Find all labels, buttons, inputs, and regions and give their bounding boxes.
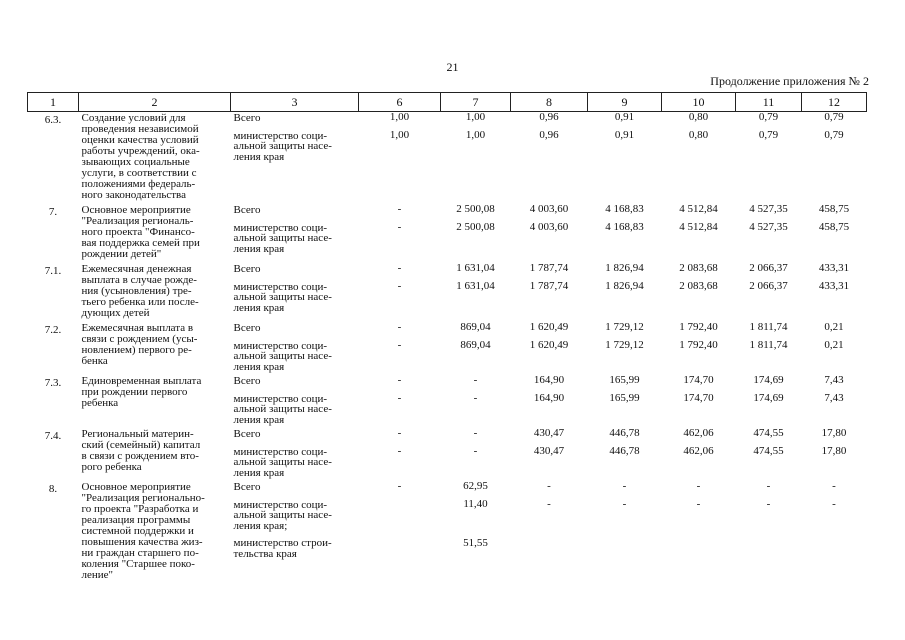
table-row: [28, 481, 867, 584]
value: 1 826,94: [605, 262, 644, 274]
row-name-cell: [79, 263, 231, 322]
row-name-line: работы учреждений, ока-: [81, 145, 200, 157]
funding-source-line: Всего: [233, 375, 261, 387]
value-cell: [441, 428, 511, 481]
value: 4 003,60: [529, 203, 569, 215]
value-cell: [588, 375, 662, 428]
value-cell: [359, 112, 441, 205]
row-name-line: Единовременная выплата: [81, 375, 202, 387]
value-cell: [511, 481, 588, 584]
funding-source-line: альной защиты насе-: [233, 232, 332, 244]
row-name-line: новлением) первого ре-: [81, 344, 192, 356]
spacer: [359, 492, 441, 499]
row-name-cell: [79, 322, 231, 375]
value: -: [832, 498, 836, 510]
value: 1 792,40: [679, 339, 718, 351]
funding-source-line: Всего: [233, 322, 261, 334]
row-name-line: ребенка: [81, 397, 119, 409]
value: 7,43: [824, 392, 844, 404]
value: 1 729,12: [605, 339, 644, 351]
value-cell: [511, 428, 588, 481]
value-cell: [802, 428, 867, 481]
value-cell: [441, 375, 511, 428]
funding-source-line: министерство соци-: [233, 221, 328, 234]
value-cell: [441, 204, 511, 263]
funding-source-line: ления края: [233, 242, 285, 255]
row-name-line: "Реализация региональ-: [81, 215, 194, 227]
value: -: [622, 498, 627, 510]
spacer: [662, 510, 736, 538]
value: -: [473, 392, 478, 404]
value: -: [832, 480, 836, 492]
value: 1 620,49: [529, 339, 569, 351]
value: 462,06: [683, 445, 714, 457]
value: 0,21: [824, 321, 844, 333]
value: 0,96: [539, 129, 559, 141]
value-cell: [736, 322, 802, 375]
value: 1 811,74: [749, 321, 788, 333]
value: -: [397, 339, 402, 351]
value: 2 500,08: [456, 203, 495, 215]
spacer: [511, 510, 588, 538]
row-name-line: Основное мероприятие: [81, 481, 191, 493]
row-name-line: рого ребенка: [81, 461, 142, 473]
value: 62,95: [463, 480, 488, 492]
funding-source-line: альной защиты насе-: [233, 140, 332, 152]
row-name-line: выплата в случае рожде-: [81, 274, 197, 286]
row-name-line: услуги, в соответствии с: [81, 167, 197, 179]
value: -: [397, 480, 402, 492]
page-number: 21: [446, 60, 459, 74]
value-cell: [588, 263, 662, 322]
value: 2 083,68: [679, 262, 718, 274]
funding-source-line: альной защиты насе-: [233, 509, 332, 521]
funding-source-cell: [231, 112, 359, 205]
row-name-line: в связи с рождением вто-: [81, 450, 199, 462]
value: 165,99: [609, 374, 640, 386]
funding-source-line: министерство соци-: [233, 445, 328, 458]
value-cell: [662, 112, 736, 205]
value: 174,69: [753, 392, 784, 404]
value-cell: [588, 322, 662, 375]
funding-source-cell: [231, 322, 359, 375]
value: -: [397, 262, 402, 274]
value: 869,04: [460, 339, 491, 351]
value: 51,55: [463, 537, 488, 549]
value: 1 811,74: [749, 339, 788, 351]
table-body: [28, 112, 867, 585]
row-name-line: Региональный материн-: [81, 428, 194, 440]
funding-source-line: тельства края: [233, 547, 297, 560]
row-name-line: оценки качества условий: [81, 134, 199, 146]
appendix-continuation-label: Продолжение приложения № 2: [710, 74, 869, 88]
value-cell: [802, 263, 867, 322]
header-cell: 2: [79, 93, 231, 112]
funding-source-line: министерство соци-: [233, 280, 328, 293]
funding-source-cell: [231, 481, 359, 584]
value: 174,69: [753, 374, 784, 386]
value: 7,43: [824, 374, 844, 386]
value-cell: [736, 428, 802, 481]
value: 474,55: [753, 445, 784, 457]
value: 1 631,04: [456, 262, 495, 274]
value-cell: [662, 322, 736, 375]
value: -: [473, 445, 478, 457]
value-cell: [662, 204, 736, 263]
value: 0,91: [614, 111, 635, 123]
header-cell: 11: [736, 93, 802, 112]
table-row: [28, 322, 867, 375]
funding-source-line: министерство соци-: [233, 129, 328, 142]
value: -: [547, 480, 551, 492]
row-name-line: "Реализация регионально-: [81, 492, 205, 504]
spacer: [736, 510, 802, 538]
row-name-line: Создание условий для: [81, 112, 186, 124]
value: 1 792,40: [679, 321, 718, 333]
row-name-line: ния (усыновления) тре-: [81, 285, 192, 297]
row-name-cell: [79, 204, 231, 263]
spacer: [441, 510, 511, 538]
header-cell: 1: [28, 93, 79, 112]
value: 2 083,68: [679, 280, 718, 292]
value: 1 620,49: [529, 321, 569, 333]
value-cell: [511, 204, 588, 263]
value: 1 631,04: [456, 280, 495, 292]
value-cell: [802, 204, 867, 263]
value: 174,70: [683, 392, 714, 404]
value: 446,78: [609, 427, 640, 439]
value: 17,80: [821, 427, 847, 439]
funding-source-line: Всего: [233, 204, 261, 216]
row-name-line: при рождении первого: [81, 386, 188, 398]
value: -: [397, 203, 402, 215]
value: 1,00: [465, 129, 486, 141]
header-cell: 3: [231, 93, 359, 112]
value-cell: [441, 263, 511, 322]
header-cell: 12: [802, 93, 867, 112]
budget-table: [27, 92, 867, 584]
value: 4 527,35: [749, 203, 788, 215]
table-row: [28, 375, 867, 428]
value-cell: [359, 481, 441, 584]
value: -: [397, 221, 402, 233]
value: 4 527,35: [749, 221, 788, 233]
funding-source-line: ления края: [233, 150, 285, 163]
row-name-line: дующих детей: [81, 307, 150, 319]
table-header-row: [28, 93, 867, 112]
value: -: [397, 374, 402, 386]
spacer: [359, 499, 441, 527]
funding-source-line: ления края: [233, 301, 285, 314]
row-name-line: реализация программы: [81, 514, 191, 526]
value: 2 500,08: [456, 221, 495, 233]
value: 430,47: [533, 427, 565, 439]
funding-source-line: альной защиты насе-: [233, 456, 332, 468]
value: 446,78: [609, 445, 640, 457]
row-number-cell: 8.: [48, 483, 58, 495]
value: 4 512,84: [679, 221, 718, 233]
value: -: [547, 498, 551, 510]
row-name-line: бенка: [81, 355, 108, 367]
value-cell: [662, 375, 736, 428]
value-cell: [588, 428, 662, 481]
spacer: [588, 510, 662, 538]
header-cell: 9: [588, 93, 662, 112]
funding-source-line: альной защиты насе-: [233, 350, 332, 362]
value-cell: [441, 481, 511, 584]
value-cell: [511, 263, 588, 322]
funding-source-line: Всего: [233, 428, 261, 440]
value: -: [397, 321, 402, 333]
row-number-cell: 7.1.: [44, 265, 62, 277]
funding-source-line: Всего: [233, 481, 261, 493]
value: -: [622, 480, 627, 492]
value: 164,90: [533, 392, 565, 404]
row-name-cell: [79, 428, 231, 481]
value: 0,21: [824, 339, 844, 351]
row-name-line: коления "Старшее поко-: [81, 558, 195, 570]
value: -: [397, 392, 402, 404]
row-name-line: ский (семейный) капитал: [81, 439, 201, 451]
header-cell: 10: [662, 93, 736, 112]
funding-source-line: министерство соци-: [233, 392, 328, 405]
row-name-line: системной поддержки и: [81, 525, 194, 537]
funding-source-cell: [231, 204, 359, 263]
header-cell: 8: [511, 93, 588, 112]
value-cell: [802, 112, 867, 205]
row-name-line: ление": [81, 569, 114, 581]
value: 1 826,94: [605, 280, 644, 292]
value: 1 729,12: [605, 321, 644, 333]
value: 1,00: [389, 129, 410, 141]
value-cell: [441, 322, 511, 375]
value: 17,80: [821, 445, 847, 457]
value-cell: [511, 112, 588, 205]
row-name-line: проведения независимой: [81, 123, 199, 135]
value-cell: [359, 204, 441, 263]
value: 4 168,83: [605, 203, 644, 215]
value: 0,79: [758, 111, 779, 123]
value: 2 066,37: [749, 280, 788, 292]
value: 1,00: [389, 111, 410, 123]
row-name-line: повышения качества жиз-: [81, 536, 203, 548]
row-name-line: тьего ребенка или после-: [81, 296, 199, 308]
value: 0,80: [688, 111, 709, 123]
row-name-line: вая поддержка семей при: [81, 237, 200, 249]
row-number-cell: 6.3.: [44, 114, 62, 126]
value-cell: [359, 428, 441, 481]
value: 4 512,84: [679, 203, 718, 215]
value: 174,70: [683, 374, 714, 386]
header-cell: 7: [441, 93, 511, 112]
value: -: [397, 427, 402, 439]
value: 1,00: [465, 111, 486, 123]
row-name-line: положениями федераль-: [81, 178, 196, 190]
value-cell: [359, 263, 441, 322]
funding-source-line: министерство строи-: [233, 537, 332, 549]
table-row: [28, 428, 867, 481]
value: 474,55: [753, 427, 784, 439]
spacer: [802, 510, 867, 538]
row-name-line: Ежемесячная выплата в: [81, 322, 194, 334]
funding-source-cell: [231, 428, 359, 481]
table-row: [28, 204, 867, 263]
funding-source-line: ления края: [233, 466, 285, 479]
value: 1 787,74: [529, 262, 569, 274]
value-cell: [802, 322, 867, 375]
row-name-line: Ежемесячная денежная: [81, 263, 192, 275]
value: 0,96: [539, 111, 559, 123]
value-cell: [511, 375, 588, 428]
table-row: [28, 263, 867, 322]
row-name-cell: [79, 375, 231, 428]
value: 0,80: [688, 129, 709, 141]
value: -: [473, 374, 478, 386]
table-row: [28, 112, 867, 205]
value-cell: [588, 204, 662, 263]
row-number-cell: 7.2.: [44, 324, 62, 336]
value-cell: [588, 481, 662, 584]
value: 458,75: [818, 203, 850, 215]
row-name-line: зывающих социальные: [81, 156, 190, 168]
funding-source-line: Всего: [233, 112, 261, 124]
funding-source-line: ления края;: [233, 519, 288, 532]
value: 2 066,37: [749, 262, 788, 274]
value-cell: [736, 263, 802, 322]
row-name-line: рождении детей": [81, 248, 162, 260]
value: -: [696, 498, 701, 510]
value: -: [766, 498, 771, 510]
funding-source-line: Всего: [233, 263, 261, 275]
value: 433,31: [818, 280, 850, 292]
value: -: [766, 480, 771, 492]
value-cell: [736, 375, 802, 428]
value: 0,79: [758, 129, 779, 141]
value: 1 787,74: [529, 280, 569, 292]
header-cell: 6: [359, 93, 441, 112]
value: 0,91: [614, 129, 635, 141]
value-cell: [662, 428, 736, 481]
row-name-cell: [79, 112, 231, 205]
row-name-line: ного законодательства: [81, 189, 186, 201]
row-number-cell: 7.3.: [44, 377, 62, 389]
row-name-line: го проекта "Разработка и: [81, 503, 199, 515]
row-name-line: ни граждан старшего по-: [81, 547, 199, 559]
funding-source-cell: [231, 263, 359, 322]
value: 164,90: [533, 374, 565, 386]
row-name-line: Основное мероприятие: [81, 204, 191, 216]
value-cell: [359, 375, 441, 428]
value-cell: [736, 112, 802, 205]
value-cell: [662, 481, 736, 584]
value: 0,79: [824, 129, 844, 141]
value-cell: [736, 481, 802, 584]
value: 4 168,83: [605, 221, 644, 233]
value-cell: [802, 481, 867, 584]
value: 165,99: [609, 392, 640, 404]
value-cell: [662, 263, 736, 322]
value: -: [397, 280, 402, 292]
value-cell: [736, 204, 802, 263]
value-cell: [359, 322, 441, 375]
value-cell: [588, 112, 662, 205]
funding-source-cell: [231, 375, 359, 428]
row-number-cell: 7.: [48, 206, 58, 218]
funding-source-line: альной защиты насе-: [233, 291, 332, 303]
row-name-line: связи с рождением (усы-: [81, 333, 198, 345]
value: 11,40: [463, 498, 488, 510]
value: 430,47: [533, 445, 565, 457]
value: -: [473, 427, 478, 439]
value: -: [397, 445, 402, 457]
funding-source-line: ления края: [233, 413, 285, 426]
funding-source-line: ления края: [233, 360, 285, 373]
funding-source-line: альной защиты насе-: [233, 403, 332, 415]
value: 433,31: [818, 262, 850, 274]
value: 462,06: [683, 427, 714, 439]
value-cell: [511, 322, 588, 375]
value: 869,04: [460, 321, 491, 333]
value: 0,79: [824, 111, 844, 123]
value-cell: [802, 375, 867, 428]
row-name-cell: [79, 481, 231, 584]
row-name-line: ного проекта "Финансо-: [81, 226, 195, 238]
value: 4 003,60: [529, 221, 569, 233]
row-number-cell: 7.4.: [44, 430, 62, 442]
funding-source-line: министерство соци-: [233, 339, 328, 352]
value-cell: [441, 112, 511, 205]
value: 458,75: [818, 221, 850, 233]
value: -: [696, 480, 701, 492]
funding-source-line: министерство соци-: [233, 498, 328, 511]
